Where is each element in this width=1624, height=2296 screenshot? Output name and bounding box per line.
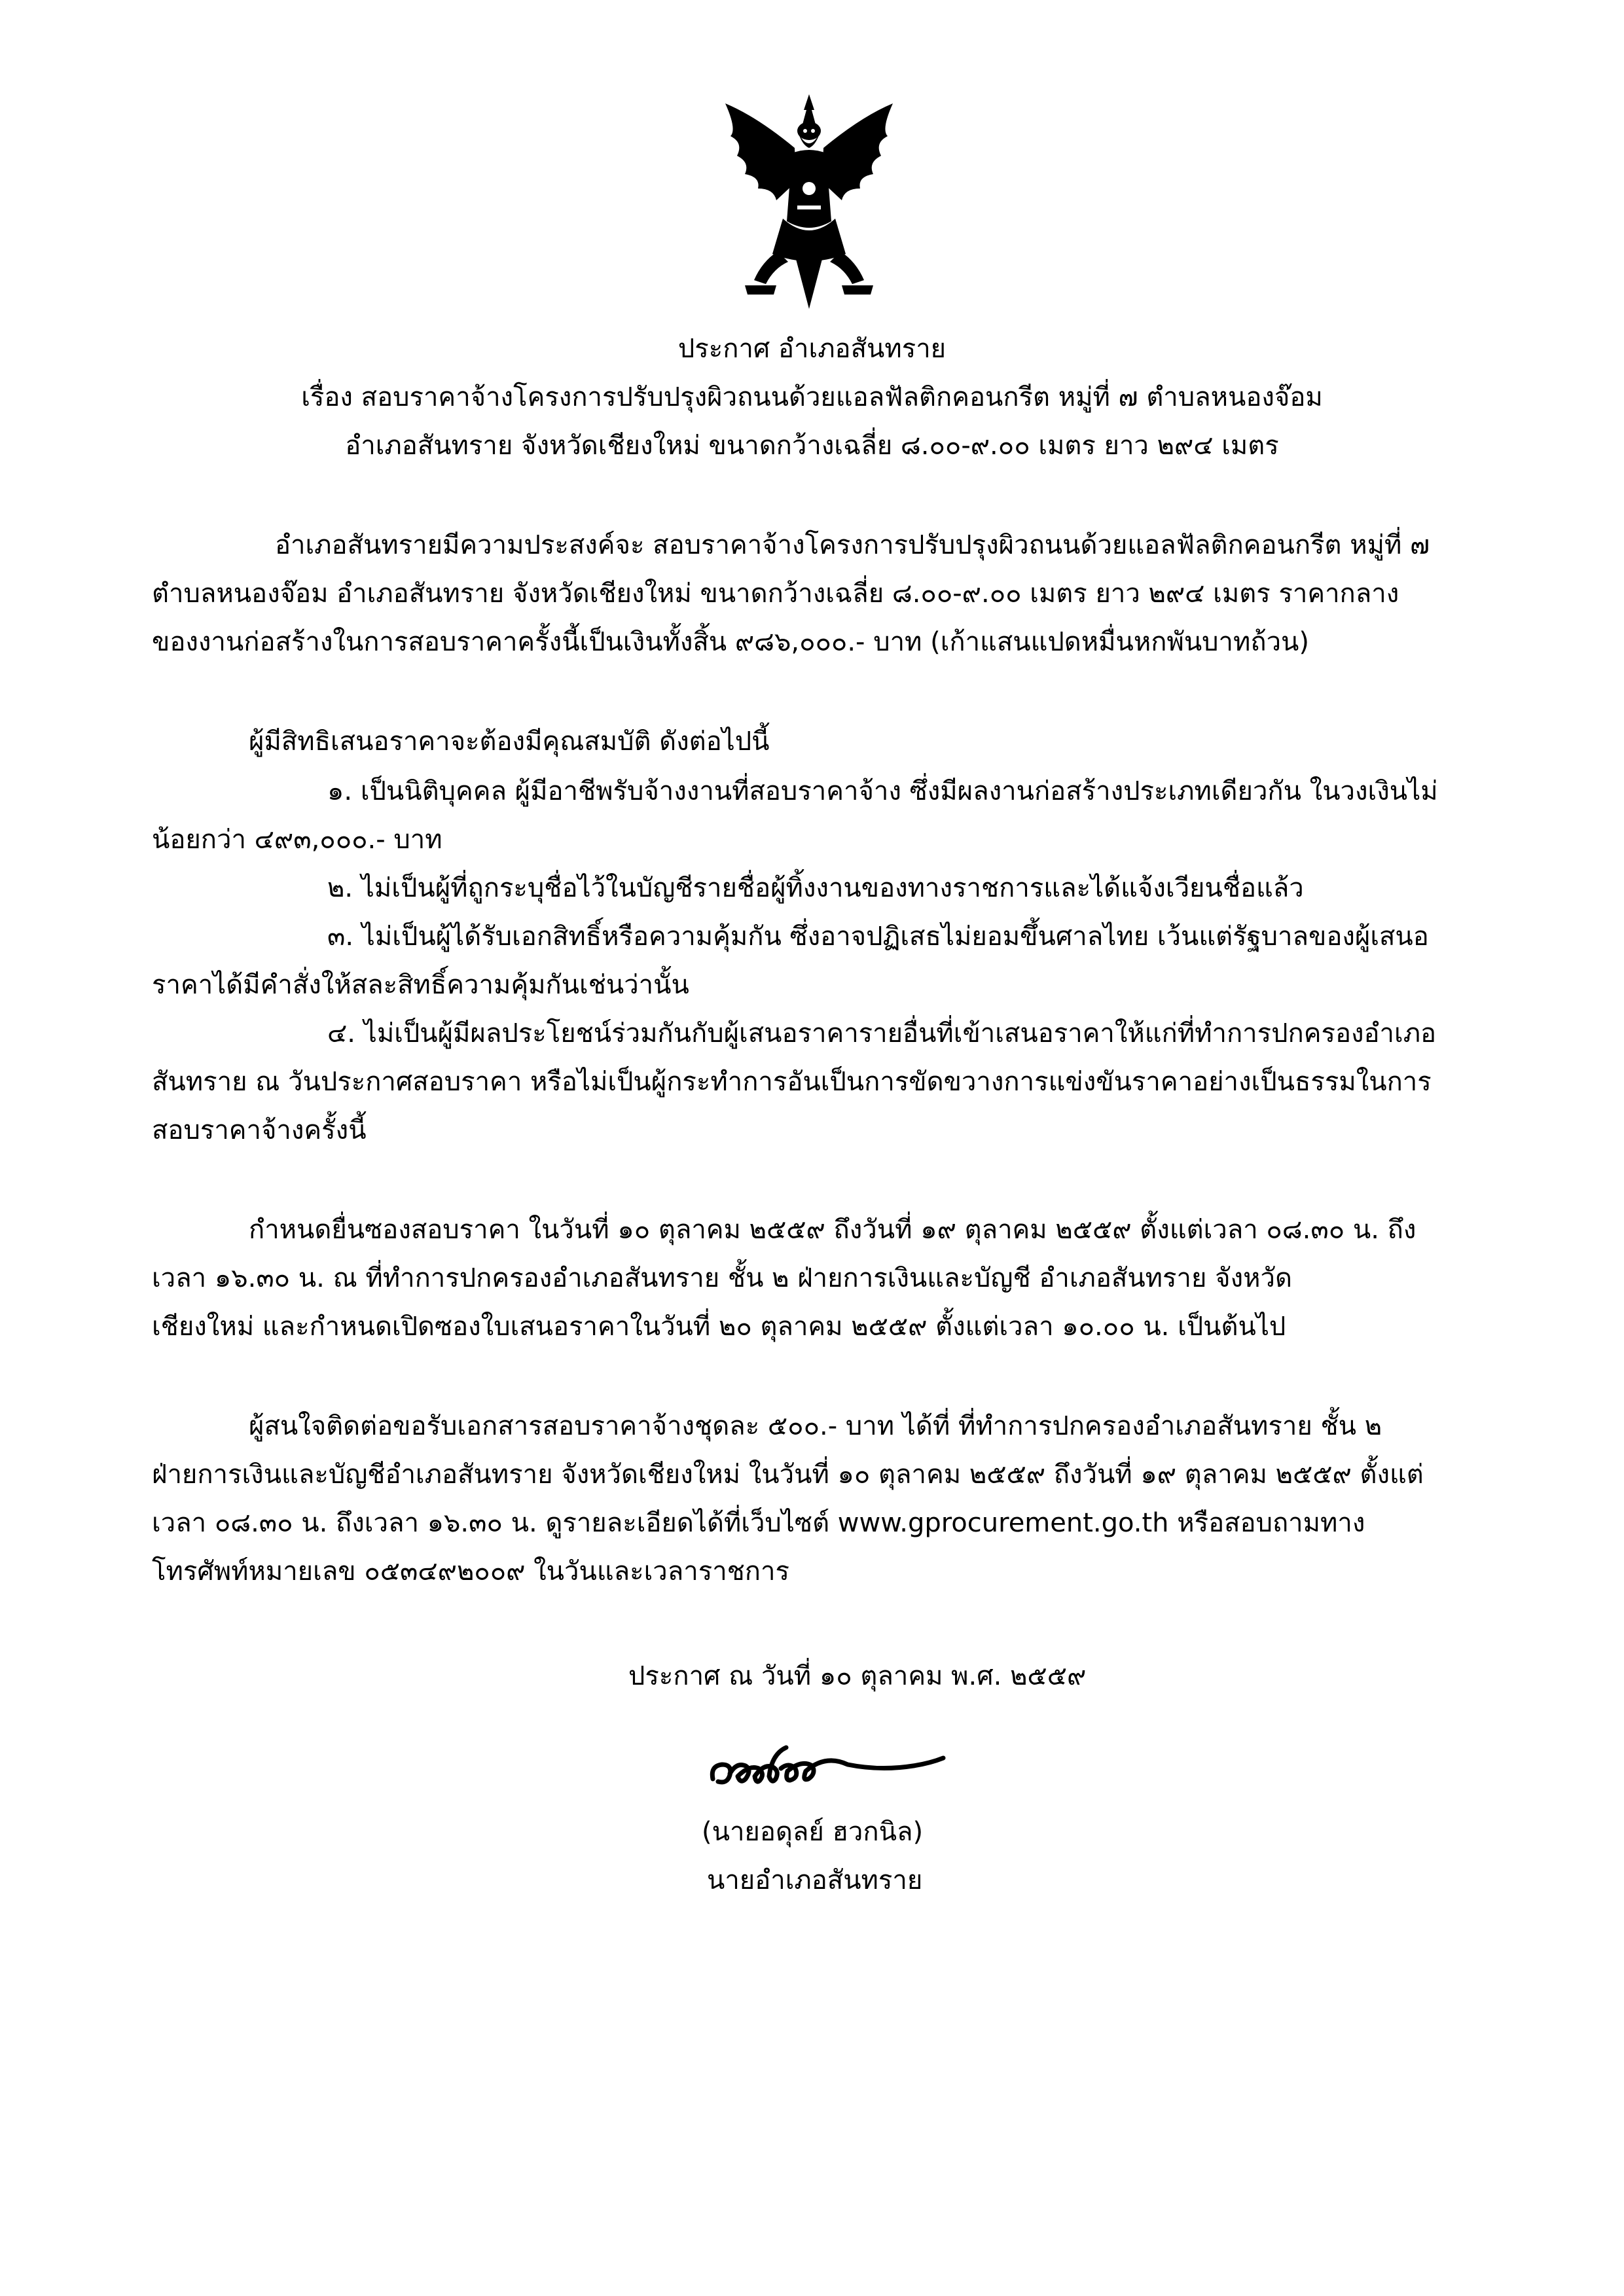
announcement-title: ประกาศ อำเภอสันทราย [677,334,947,364]
qualification-2-line-1: ๒. ไม่เป็นผู้ที่ถูกระบุชื่อไว้ในบัญชีรายชื่อผู้ทิ้งงานของทางราชการและได้แจ้งเวียนชื่อแล้ว [327,873,1304,903]
qualification-1-line-1: ๑. เป็นนิติบุคคล ผู้มีอาชีพรับจ้างงานที่สอบราคาจ้าง ซึ่งมีผลงานก่อสร้างประเภทเดียวกัน ในวงเงินไม่ [327,776,1438,806]
signer-name: (นายอดุลย์ ฮวกนิล) [702,1817,924,1847]
qualification-3-line-2: ราคาได้มีคำสั่งให้สละสิทธิ์ความคุ้มกันเช่นว่านั้น [152,970,689,1000]
announcement-subject-line-2: อำเภอสันทราย จังหวัดเชียงใหม่ ขนาดกว้างเฉลี่ย ๘.๐๐-๙.๐๐ เมตร ยาว ๒๙๔ เมตร [345,431,1279,461]
qualification-4-line-1: ๔. ไม่เป็นผู้มีผลประโยชน์ร่วมกันกับผู้เสนอราคารายอื่นที่เข้าเสนอราคาให้แก่ที่ทำการปกครองอำเภอ [327,1018,1437,1049]
paragraph-3-line-2: เวลา ๑๖.๓๐ น. ณ ที่ทำการปกครองอำเภอสันทราย ชั้น ๒ ฝ่ายการเงินและบัญชี อำเภอสันทราย จังหวัด [152,1263,1292,1293]
qualifications-intro: ผู้มีสิทธิเสนอราคาจะต้องมีคุณสมบัติ ดังต่อไปนี้ [249,726,770,757]
paragraph-4-line-3: เวลา ๐๘.๓๐ น. ถึงเวลา ๑๖.๓๐ น. ดูรายละเอียดได้ที่เว็บไซต์ www.gprocurement.go.th หรือสอบถามทาง [152,1508,1365,1538]
qualification-4-line-3: สอบราคาจ้างครั้งนี้ [152,1115,367,1145]
paragraph-1-line-2: ตำบลหนองจ๊อม อำเภอสันทราย จังหวัดเชียงใหม่ ขนาดกว้างเฉลี่ย ๘.๐๐-๙.๐๐ เมตร ยาว ๒๙๔ เมตร ราคากลาง [152,579,1399,609]
announcement-date: ประกาศ ณ วันที่ ๑๐ ตุลาคม พ.ศ. ๒๕๕๙ [628,1661,1087,1691]
signer-title: นายอำเภอสันทราย [707,1865,923,1895]
paragraph-4-line-1: ผู้สนใจติดต่อขอรับเอกสารสอบราคาจ้างชุดละ ๕๐๐.- บาท ได้ที่ ที่ทำการปกครองอำเภอสันทราย ชั้น ๒ [249,1411,1382,1441]
paragraph-4-line-4: โทรศัพท์หมายเลข ๐๕๓๔๙๒๐๐๙ ในวันและเวลาราชการ [152,1556,789,1587]
qualification-1-line-2: น้อยกว่า ๔๙๓,๐๐๐.- บาท [152,825,442,855]
paragraph-4-line-2: ฝ่ายการเงินและบัญชีอำเภอสันทราย จังหวัดเชียงใหม่ ในวันที่ ๑๐ ตุลาคม ๒๕๕๙ ถึงวันที่ ๑๙ ตุลาคม ๒๕๕๙ ตั้งแต่ [152,1460,1424,1490]
signature-icon [704,1728,952,1800]
paragraph-1-line-1: อำเภอสันทรายมีความประสงค์จะ สอบราคาจ้างโครงการปรับปรุงผิวถนนด้วยแอลฟัลติกคอนกรีต หมู่ที่ ๗ [275,530,1430,560]
qualification-4-line-2: สันทราย ณ วันประกาศสอบราคา หรือไม่เป็นผู้กระทำการอันเป็นการขัดขวางการแข่งขันราคาอย่างเป็นธรรมในการ [152,1067,1432,1097]
qualification-3-line-1: ๓. ไม่เป็นผู้ได้รับเอกสิทธิ์หรือความคุ้มกัน ซึ่งอาจปฏิเสธไม่ยอมขึ้นศาลไทย เว้นแต่รัฐบาลของผู้เสนอ [327,922,1429,952]
paragraph-3-line-1: กำหนดยื่นซองสอบราคา ในวันที่ ๑๐ ตุลาคม ๒๕๕๙ ถึงวันที่ ๑๙ ตุลาคม ๒๕๕๙ ตั้งแต่เวลา ๐๘.๓๐ น. ถึง [249,1215,1416,1245]
paragraph-1-line-3: ของงานก่อสร้างในการสอบราคาครั้งนี้เป็นเงินทั้งสิ้น ๙๘๖,๐๐๐.- บาท (เก้าแสนแปดหมื่นหกพันบาทถ้วน) [152,627,1310,657]
paragraph-3-line-3: เชียงใหม่ และกำหนดเปิดซองใบเสนอราคาในวันที่ ๒๐ ตุลาคม ๒๕๕๙ ตั้งแต่เวลา ๑๐.๐๐ น. เป็นต้นไป [152,1312,1286,1342]
announcement-subject-line-1: เรื่อง สอบราคาจ้างโครงการปรับปรุงผิวถนนด้วยแอลฟัลติกคอนกรีต หมู่ที่ ๗ ตำบลหนองจ๊อม [301,382,1323,412]
garuda-emblem-icon [711,90,907,313]
